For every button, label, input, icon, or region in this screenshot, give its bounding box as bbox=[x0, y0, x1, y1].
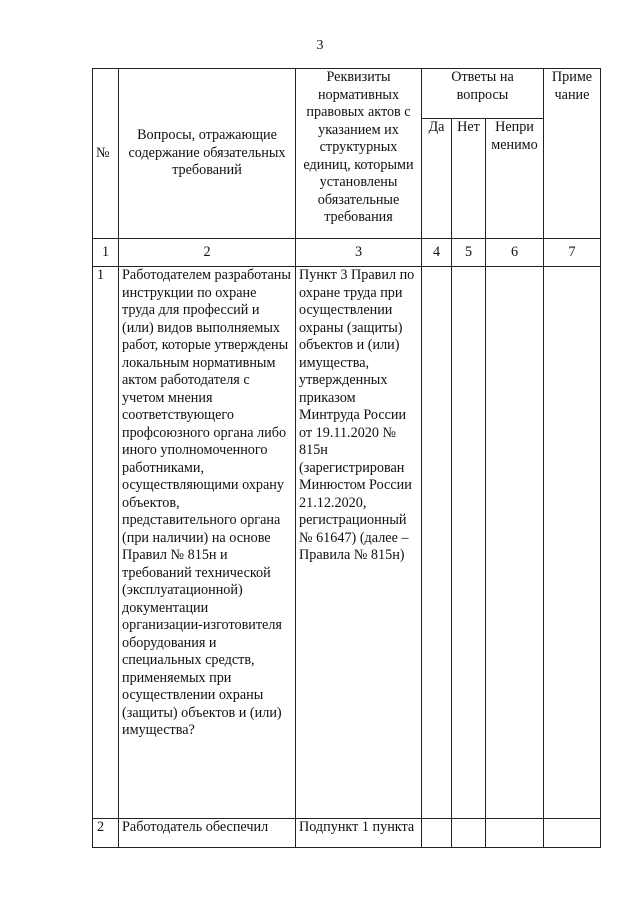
row-requisite: Пункт 3 Правил по охране труда при осуществлении охраны (защиты) объектов и (или) имущества, утвержденных приказом Минтруда России от 19.11.2020 № 815н (зарегистрирован Минюстом России 21.12.2020, регистрационный № 61647) (далее – Правила № 815н) bbox=[296, 267, 422, 819]
header-row-top bbox=[93, 69, 601, 119]
header-requisites: Реквизиты нормативных правовых актов с указанием их структурных единиц, которыми установлены обязательные требования bbox=[296, 69, 422, 239]
answer-no-cell[interactable] bbox=[452, 819, 486, 848]
header-no: Нет bbox=[452, 119, 486, 239]
row-question: Работодателем разработаны инструкции по охране труда для профессий и (или) видов выполняемых работ, которые утверждены локальным нормативным актом работодателя с учетом мнения соответствующего профсоюзного органа либо иного уполномоченного работниками, осуществляющими охрану объектов, представительного органа (при наличии) на основе Правил № 815н и требований технической (эксплуатационной) документации организации-изготовителя оборудования и специальных средств, применяемых при осуществлении охраны (защиты) объектов и (или) имущества? bbox=[119, 267, 296, 819]
header-yes: Да bbox=[422, 119, 452, 239]
answer-yes-cell[interactable] bbox=[422, 267, 452, 819]
header-questions: Вопросы, отражающие содержание обязательных требований bbox=[119, 69, 296, 239]
column-index-cell: 4 bbox=[422, 239, 452, 267]
checklist-table bbox=[92, 68, 601, 848]
row-number: 2 bbox=[93, 819, 119, 848]
page-number: 3 bbox=[316, 38, 324, 53]
note-cell[interactable] bbox=[544, 267, 601, 819]
answer-no-cell[interactable] bbox=[452, 267, 486, 819]
column-index-cell: 7 bbox=[544, 239, 601, 267]
column-index-cell: 1 bbox=[93, 239, 119, 267]
column-index-cell: 6 bbox=[486, 239, 544, 267]
answer-yes-cell[interactable] bbox=[422, 819, 452, 848]
row-number: 1 bbox=[93, 267, 119, 819]
header-note: Приме чание bbox=[544, 69, 601, 239]
column-index-cell: 5 bbox=[452, 239, 486, 267]
header-not-applicable: Непри менимо bbox=[486, 119, 544, 239]
table-row bbox=[93, 819, 601, 848]
column-index-row bbox=[93, 239, 601, 267]
header-answers: Ответы на вопросы bbox=[422, 69, 544, 119]
row-requisite: Подпункт 1 пункта bbox=[296, 819, 422, 848]
column-index-cell: 3 bbox=[296, 239, 422, 267]
column-index-cell: 2 bbox=[119, 239, 296, 267]
header-number: № bbox=[93, 69, 119, 239]
table-row bbox=[93, 267, 601, 819]
answer-not-applicable-cell[interactable] bbox=[486, 819, 544, 848]
note-cell[interactable] bbox=[544, 819, 601, 848]
answer-not-applicable-cell[interactable] bbox=[486, 267, 544, 819]
row-question: Работодатель обеспечил bbox=[119, 819, 296, 848]
